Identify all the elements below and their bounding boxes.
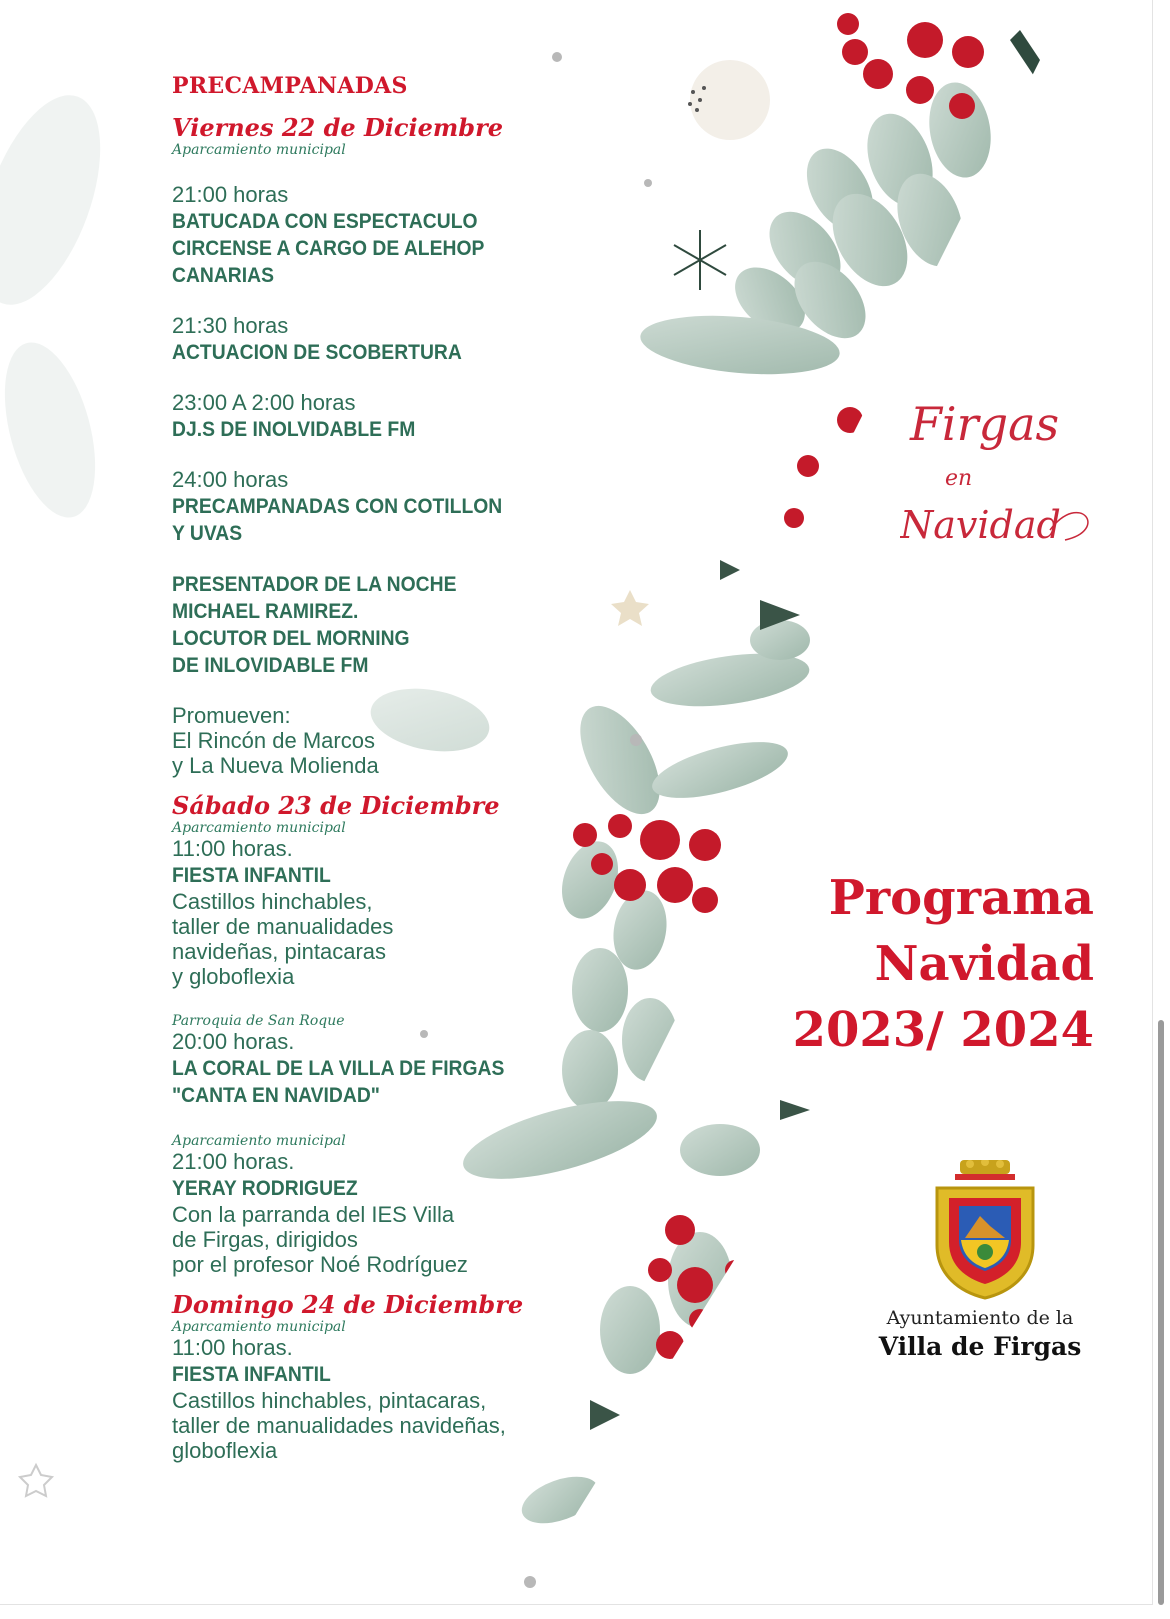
event-detail: Castillos hinchables, pintacaras, — [172, 1388, 487, 1413]
promoters-line: El Rincón de Marcos — [172, 728, 375, 753]
event-detail: globoflexia — [172, 1438, 278, 1463]
day-title: Sábado 23 de Diciembre — [172, 791, 500, 820]
event-line: ACTUACION DE SCOBERTURA — [172, 341, 462, 364]
day-title: Domingo 24 de Diciembre — [172, 1290, 524, 1319]
svg-text:Firgas: Firgas — [910, 397, 1060, 451]
event-line: Y UVAS — [172, 522, 243, 545]
promoters-line: y La Nueva Molienda — [172, 753, 379, 778]
event-line: PRECAMPANADAS CON COTILLON — [172, 495, 503, 518]
venue-label: Aparcamiento municipal — [172, 1319, 346, 1335]
event-detail: de Firgas, dirigidos — [172, 1227, 358, 1252]
venue-label: Aparcamiento municipal — [172, 142, 346, 158]
event-detail: Castillos hinchables, — [172, 889, 373, 914]
program-title — [793, 865, 1094, 1063]
scrollbar[interactable] — [1158, 1020, 1164, 1605]
event-line: "CANTA EN NAVIDAD" — [172, 1084, 380, 1107]
event-line: CIRCENSE A CARGO DE ALEHOP — [172, 237, 485, 260]
presenter-line: LOCUTOR DEL MORNING — [172, 627, 410, 650]
venue-label: Aparcamiento municipal — [172, 1133, 346, 1149]
title-line: 2023/ 2024 — [792, 1002, 1094, 1058]
promoters-line: Promueven: — [172, 703, 291, 728]
event-detail: taller de manualidades navideñas, — [172, 1413, 506, 1438]
event-time: 11:00 horas. — [172, 836, 293, 861]
program-column — [172, 72, 642, 1463]
event-detail: y globoflexia — [172, 964, 295, 989]
event-time: 23:00 A 2:00 horas — [172, 390, 356, 415]
firgas-navidad-logo — [900, 380, 1110, 570]
event-time: 11:00 horas. — [172, 1335, 293, 1360]
event-time: 24:00 horas — [172, 467, 289, 492]
event-line: BATUCADA CON ESPECTACULO — [172, 210, 478, 233]
event-time: 21:30 horas — [172, 313, 289, 338]
event-line: LA CORAL DE LA VILLA DE FIRGAS — [172, 1057, 505, 1080]
svg-text:Navidad: Navidad — [900, 503, 1061, 547]
event-time: 21:00 horas — [172, 182, 289, 207]
event-detail: navideñas, pintacaras — [172, 939, 387, 964]
event-detail: taller de manualidades — [172, 914, 394, 939]
presenter-line: DE INLOVIDABLE FM — [172, 654, 369, 677]
event-time: 21:00 horas. — [172, 1149, 295, 1174]
event-line: DJ.S DE INOLVIDABLE FM — [172, 418, 416, 441]
event-line: FIESTA INFANTIL — [172, 1363, 331, 1386]
event-time: 20:00 horas. — [172, 1029, 295, 1054]
venue-label: Parroquia de San Roque — [172, 1013, 345, 1029]
council-line: Ayuntamiento de la — [886, 1307, 1074, 1329]
day-title: Viernes 22 de Diciembre — [172, 113, 503, 142]
presenter-line: PRESENTADOR DE LA NOCHE — [172, 573, 457, 596]
event-detail: por el profesor Noé Rodríguez — [172, 1252, 468, 1277]
section-heading: PRECAMPANADAS — [172, 73, 408, 99]
event-detail: Con la parranda del IES Villa — [172, 1202, 455, 1227]
council-block — [855, 1306, 1105, 1364]
coat-of-arms-icon — [925, 1160, 1045, 1300]
title-line: Navidad — [874, 936, 1094, 992]
venue-label: Aparcamiento municipal — [172, 820, 346, 836]
event-line: YERAY RODRIGUEZ — [172, 1177, 358, 1200]
event-line: FIESTA INFANTIL — [172, 864, 331, 887]
svg-text:en: en — [945, 466, 973, 491]
title-line: Programa — [828, 870, 1094, 926]
presenter-line: MICHAEL RAMIREZ. — [172, 600, 359, 623]
event-line: CANARIAS — [172, 264, 274, 287]
council-name: Villa de Firgas — [878, 1332, 1082, 1361]
